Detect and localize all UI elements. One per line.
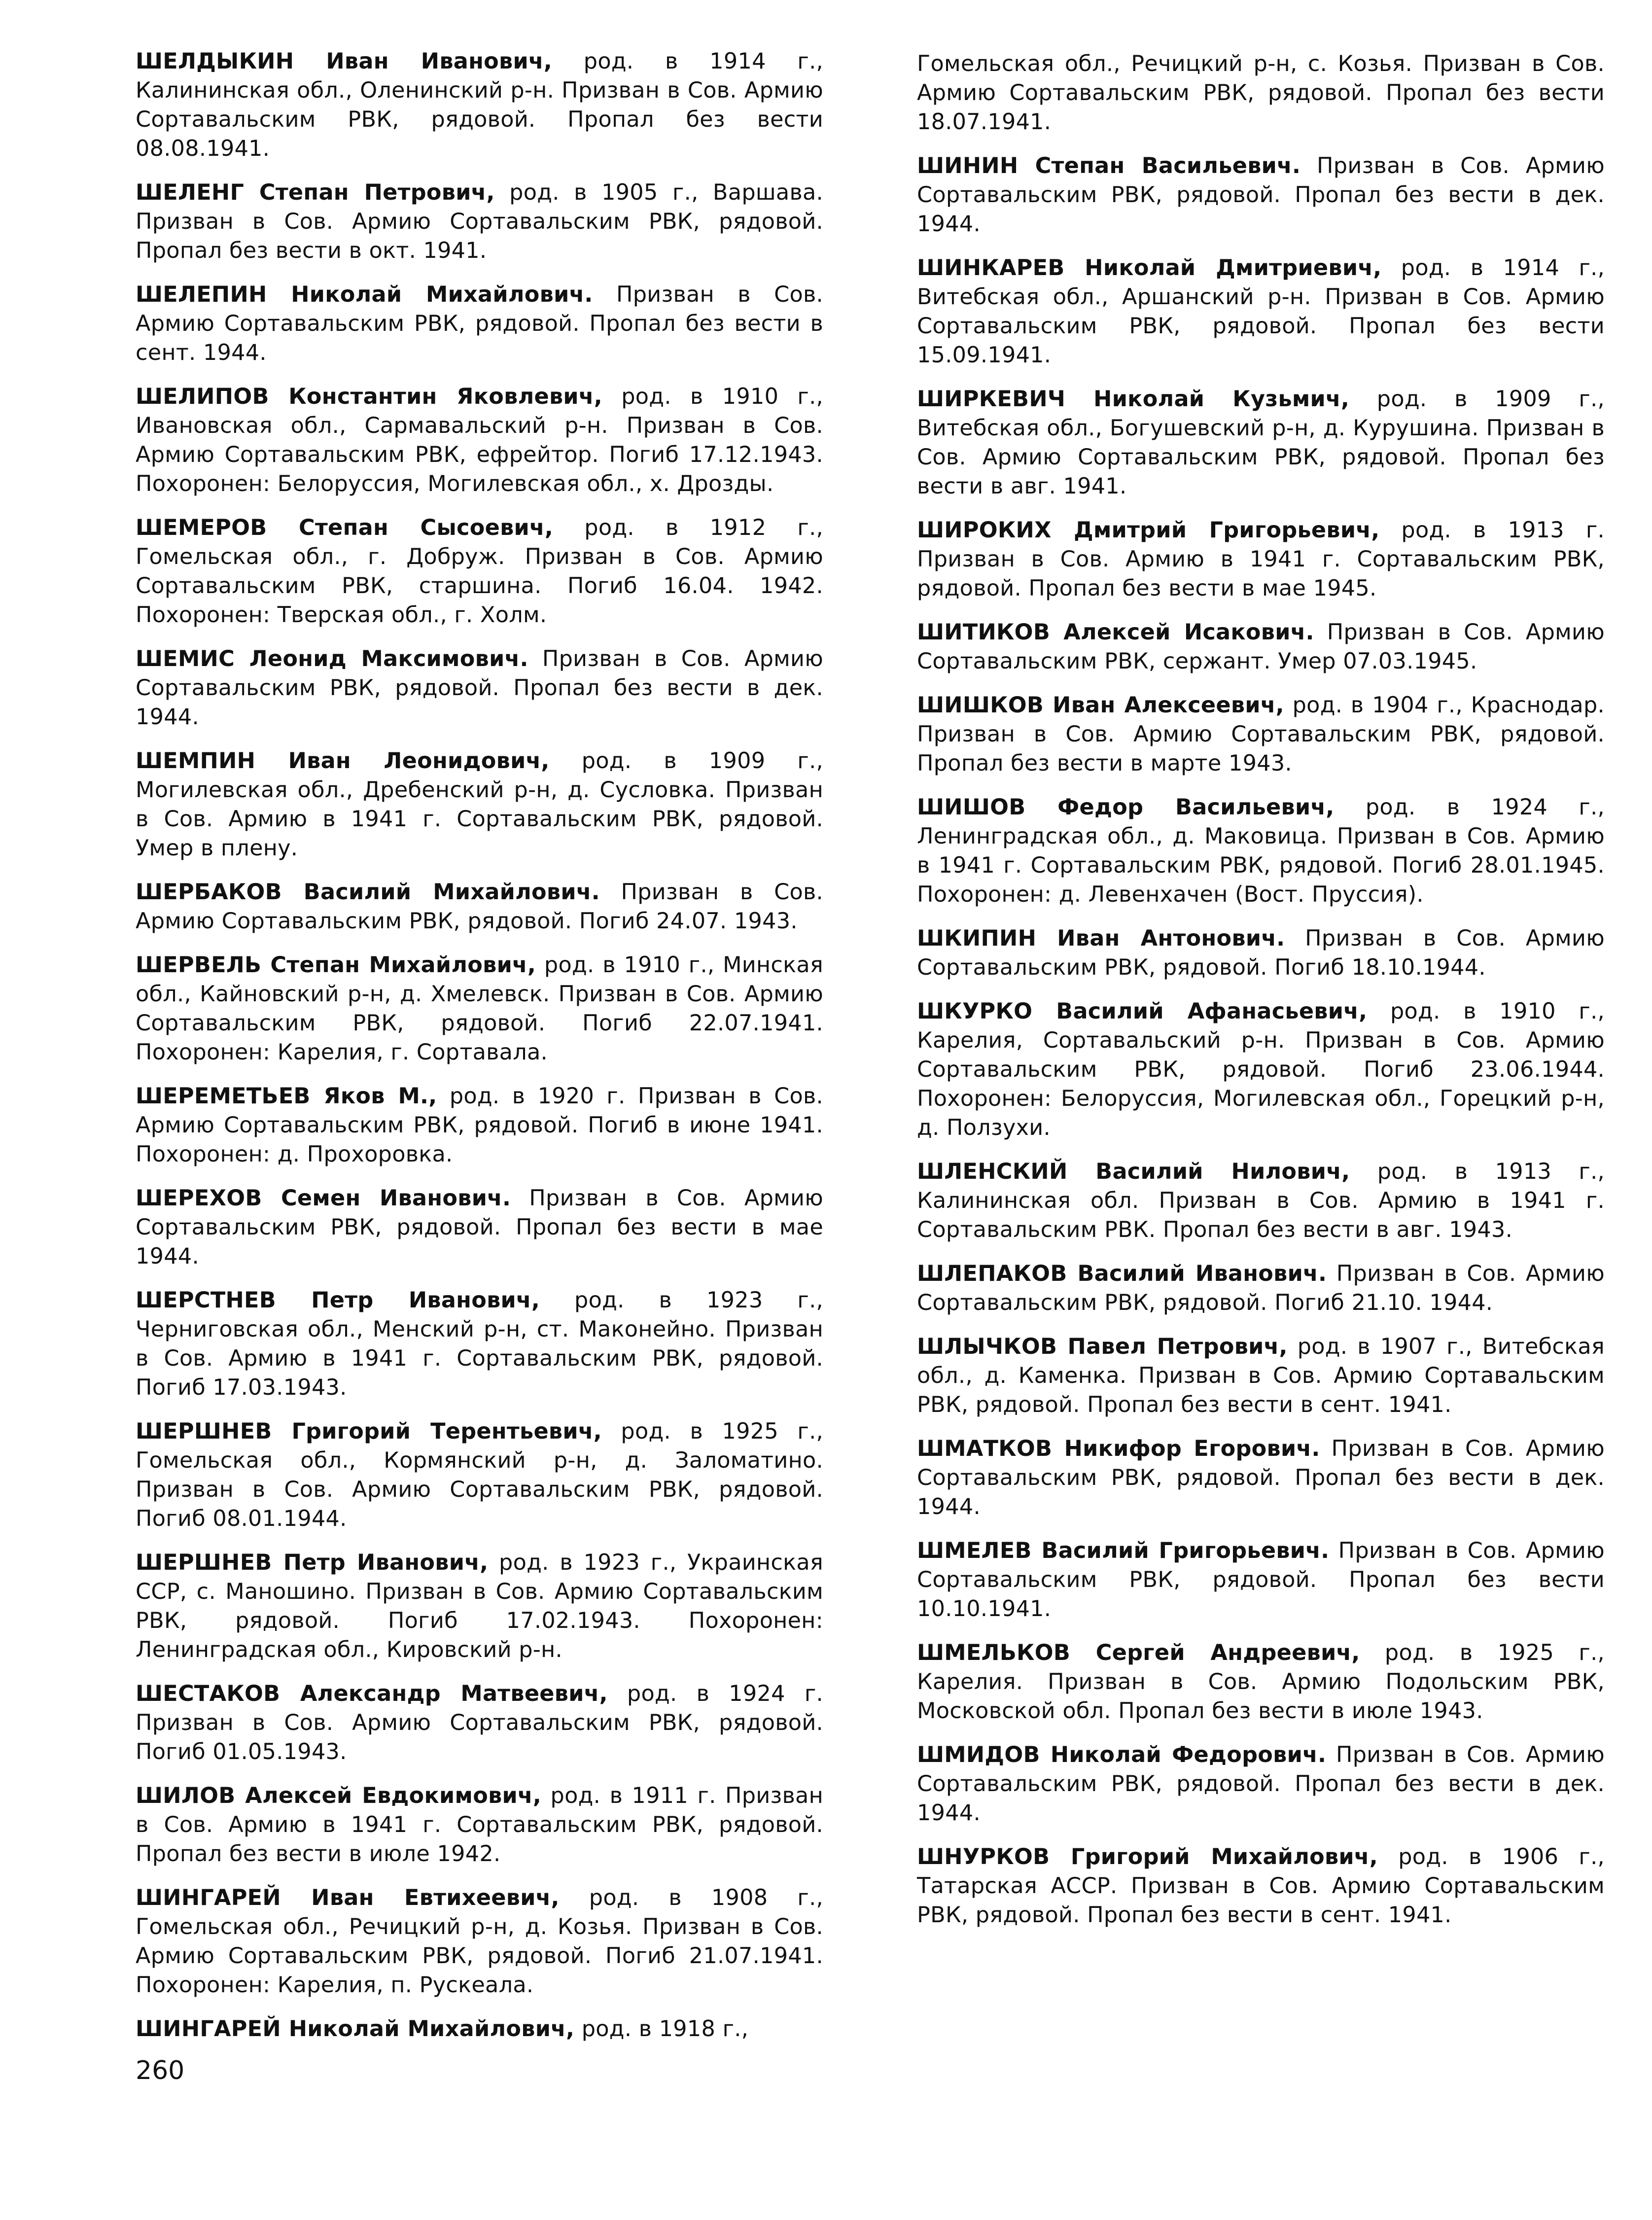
entry-name: ШМЕЛЬКОВ Сергей Андреевич, — [917, 1640, 1360, 1665]
entry — [136, 2014, 823, 2044]
entry — [136, 382, 823, 498]
entry — [917, 924, 1605, 982]
entry-name: ШКУРКО Василий Афанасьевич, — [917, 999, 1368, 1024]
entry — [136, 178, 823, 265]
entry-text: род. в 1912 г., Гомельская обл., г. Добруж. Призван в Сов. Армию Сортавальским РВК, старшина. Погиб 16.04. 1942. Похоронен: Тверская обл., г. Холм. — [136, 515, 823, 628]
entry — [917, 1157, 1605, 1244]
entry-text: род. в 1906 г., Татарская АССР. Призван в Сов. Армию Сортавальским РВК, рядовой. Пропал без вести в сент. 1941. — [917, 1844, 1605, 1928]
entry — [917, 49, 1605, 137]
entry-text: Призван в Сов. Армию Сортавальским РВК, рядовой. Погиб 21.10. 1944. — [917, 1261, 1605, 1315]
entry-text: род. в 1920 г. Призван в Сов. Армию Сортавальским РВК, рядовой. Погиб в июне 1941. Похоронен: д. Прохоровка. — [136, 1084, 823, 1167]
entry-name: ШЕМИС Леонид Максимович. — [136, 646, 528, 671]
entry-name: ШЛЕНСКИЙ Василий Нилович, — [917, 1159, 1350, 1184]
entry-name: ШЛЫЧКОВ Павел Петрович, — [917, 1334, 1288, 1359]
entry-name: ШИРКЕВИЧ Николай Кузьмич, — [917, 387, 1350, 412]
entry-name: ШЕРЕМЕТЬЕВ Яков М., — [136, 1084, 437, 1109]
entry — [136, 644, 823, 732]
entry — [917, 1638, 1605, 1726]
entry — [917, 691, 1605, 778]
entry-name: ШЕРБАКОВ Василий Михайлович. — [136, 880, 600, 905]
entry-text: род. в 1918 г., — [581, 2016, 749, 2042]
entry-text: род. в 1923 г., Черниговская обл., Менский р-н, ст. Маконейно. Призван в Сов. Армию в 1941 г. Сортавальским РВК, рядовой. Погиб 17.03.1943. — [136, 1288, 823, 1400]
entry — [917, 618, 1605, 676]
entry-text: род. в 1914 г., Витебская обл., Аршанский р-н. Призван в Сов. Армию Сортавальским РВК, рядовой. Пропал без вести 15.09.1941. — [917, 255, 1605, 368]
entry-text: Призван в Сов. Армию Сортавальским РВК, рядовой. Пропал без вести в дек. 1944. — [917, 1742, 1605, 1826]
left-column — [136, 47, 823, 2058]
entry-text: род. в 1910 г., Ивановская обл., Сармавальский р-н. Призван в Сов. Армию Сортавальским РВК, ефрейтор. Погиб 17.12.1943. Похоронен: Белоруссия, Могилевская обл., х. Дрозды. — [136, 384, 824, 496]
entry — [136, 47, 823, 163]
entry-text: Гомельская обл., Речицкий р-н, с. Козья. Призван в Сов. Армию Сортавальским РВК, рядовой. Пропал без вести 18.07.1941. — [917, 51, 1605, 135]
entry-name: ШЕМПИН Иван Леонидович, — [136, 748, 550, 774]
entry-name: ШКИПИН Иван Антонович. — [917, 926, 1285, 951]
entry-text: Призван в Сов. Армию Сортавальским РВК, рядовой. Пропал без вести 10.10.1941. — [917, 1538, 1605, 1621]
entry-name: ШМЕЛЕВ Василий Григорьевич. — [917, 1538, 1330, 1563]
entry-name: ШИНГАРЕЙ Николай Михайлович, — [136, 2016, 575, 2042]
entry-name: ШИШОВ Федор Васильевич, — [917, 795, 1335, 820]
entry-text: Призван в Сов. Армию Сортавальским РВК, рядовой. Пропал без вести в мае 1944. — [136, 1186, 823, 1269]
entry-name: ШЕСТАКОВ Александр Матвеевич, — [136, 1681, 608, 1706]
entry-name: ШИРОКИХ Дмитрий Григорьевич, — [917, 518, 1380, 543]
entry — [136, 1679, 823, 1766]
entry — [136, 1286, 823, 1402]
entry — [136, 878, 823, 936]
entry — [136, 746, 823, 863]
entry — [917, 253, 1605, 370]
entry — [917, 151, 1605, 239]
entry — [917, 1434, 1605, 1521]
entry-text: род. в 1910 г., Карелия, Сортавальский р-н. Призван в Сов. Армию Сортавальским РВК, рядовой. Погиб 23.06.1944. Похоронен: Белоруссия, Могилевская обл., Горецкий р-н, д. Ползухи. — [917, 999, 1605, 1140]
entry — [917, 1842, 1605, 1930]
entry-text: род. в 1925 г., Гомельская обл., Кормянский р-н, д. Заломатино. Призван в Сов. Армию Сортавальским РВК, рядовой. Погиб 08.01.1944. — [136, 1419, 823, 1531]
right-column — [917, 49, 1605, 1944]
entry — [136, 1781, 823, 1868]
entry-name: ШЛЕПАКОВ Василий Иванович. — [917, 1261, 1327, 1286]
entry-text: род. в 1924 г., Ленинградская обл., д. Маковица. Призван в Сов. Армию в 1941 г. Сортавальским РВК, рядовой. Погиб 28.01.1945. Похоронен: д. Левенхачен (Вост. Пруссия). — [917, 795, 1605, 907]
entry — [917, 997, 1605, 1142]
entry-name: ШЕЛЕНГ Степан Петрович, — [136, 180, 495, 205]
entry — [136, 1883, 823, 2000]
entry — [136, 513, 823, 630]
entry-name: ШЕЛЕПИН Николай Михайлович. — [136, 282, 593, 307]
entry-name: ШМАТКОВ Никифор Егорович. — [917, 1436, 1320, 1461]
entry-name: ШЕРЕХОВ Семен Иванович. — [136, 1186, 511, 1211]
entry-name: ШЕРШНЕВ Григорий Терентьевич, — [136, 1419, 602, 1444]
entry — [917, 385, 1605, 501]
entry-text: род. в 1907 г., Витебская обл., д. Каменка. Призван в Сов. Армию Сортавальским РВК, рядовой. Пропал без вести в сент. 1941. — [917, 1334, 1605, 1417]
entry-name: ШИШКОВ Иван Алексеевич, — [917, 693, 1284, 718]
entry-text: род. в 1910 г., Минская обл., Кайновский р-н, д. Хмелевск. Призван в Сов. Армию Сортавальским РВК, рядовой. Погиб 22.07.1941. Похоронен: Карелия, г. Сортавала. — [136, 952, 823, 1065]
entry-name: ШМИДОВ Николай Федорович. — [917, 1742, 1327, 1767]
entry — [917, 793, 1605, 909]
entry-text: Призван в Сов. Армию Сортавальским РВК, рядовой. Пропал без вести в дек. 1944. — [136, 646, 823, 730]
page-number: 260 — [136, 2056, 185, 2085]
entry-name: ШЕРВЕЛЬ Степан Михайлович, — [136, 952, 536, 978]
entry-text: род. в 1911 г. Призван в Сов. Армию в 1941 г. Сортавальским РВК, рядовой. Пропал без вести в июле 1942. — [136, 1783, 823, 1867]
entry-text: род. в 1914 г., Калининская обл., Оленинский р-н. Призван в Сов. Армию Сортавальским РВК, рядовой. Пропал без вести 08.08.1941. — [136, 49, 823, 161]
entry-name: ШЕРШНЕВ Петр Иванович, — [136, 1550, 489, 1575]
entry-text: род. в 1923 г., Украинская ССР, с. Маношино. Призван в Сов. Армию Сортавальским РВК, рядовой. Погиб 17.02.1943. Похоронен: Ленинградская обл., Кировский р-н. — [136, 1550, 823, 1662]
entry-name: ШИТИКОВ Алексей Исакович. — [917, 620, 1314, 645]
entry — [917, 516, 1605, 603]
entry-text: род. в 1913 г., Калининская обл. Призван в Сов. Армию в 1941 г. Сортавальским РВК. Пропал без вести в авг. 1943. — [917, 1159, 1605, 1242]
entry-text: Призван в Сов. Армию Сортавальским РВК, рядовой. Пропал без вести в дек. 1944. — [917, 153, 1605, 237]
entry-text: Призван в Сов. Армию Сортавальским РВК, рядовой. Погиб 24.07. 1943. — [136, 880, 823, 934]
entry-name: ШНУРКОВ Григорий Михайлович, — [917, 1844, 1378, 1869]
entry-name: ШЕЛИПОВ Константин Яковлевич, — [136, 384, 602, 409]
entry-name: ШЕРСТНЕВ Петр Иванович, — [136, 1288, 540, 1313]
entry-name: ШИЛОВ Алексей Евдокимович, — [136, 1783, 542, 1808]
entry — [917, 1536, 1605, 1623]
entry — [917, 1332, 1605, 1419]
entry-text: род. в 1925 г., Карелия. Призван в Сов. Армию Подольским РВК, Московской обл. Пропал без вести в июле 1943. — [917, 1640, 1605, 1724]
entry-text: Призван в Сов. Армию Сортавальским РВК, сержант. Умер 07.03.1945. — [917, 620, 1605, 674]
entry-text: род. в 1909 г., Могилевская обл., Дребенский р-н, д. Сусловка. Призван в Сов. Армию в 1941 г. Сортавальским РВК, рядовой. Умер в плену. — [136, 748, 823, 861]
entry — [136, 1548, 823, 1664]
entry-text: род. в 1913 г. Призван в Сов. Армию в 1941 г. Сортавальским РВК, рядовой. Пропал без вести в мае 1945. — [917, 518, 1605, 601]
entry-name: ШЕМЕРОВ Степан Сысоевич, — [136, 515, 554, 540]
entry-text: Призван в Сов. Армию Сортавальским РВК, рядовой. Пропал без вести в сент. 1944. — [136, 282, 823, 365]
entry-text: род. в 1924 г. Призван в Сов. Армию Сортавальским РВК, рядовой. Погиб 01.05.1943. — [136, 1681, 823, 1764]
entry — [917, 1259, 1605, 1317]
entry — [136, 1082, 823, 1169]
entry — [917, 1740, 1605, 1828]
entry-text: род. в 1905 г., Варшава. Призван в Сов. Армию Сортавальским РВК, рядовой. Пропал без вести в окт. 1941. — [136, 180, 823, 263]
entry-text: Призван в Сов. Армию Сортавальским РВК, рядовой. Пропал без вести в дек. 1944. — [917, 1436, 1605, 1519]
entry — [136, 280, 823, 367]
entry — [136, 951, 823, 1067]
entry-name: ШИНГАРЕЙ Иван Евтихеевич, — [136, 1885, 560, 1910]
entry — [136, 1417, 823, 1533]
entry-name: ШИНКАРЕВ Николай Дмитриевич, — [917, 255, 1382, 281]
entry-text: род. в 1904 г., Краснодар. Призван в Сов. Армию Сортавальским РВК, рядовой. Пропал без вести в марте 1943. — [917, 693, 1605, 776]
entry-name: ШЕЛДЫКИН Иван Иванович, — [136, 49, 553, 74]
entry-name: ШИНИН Степан Васильевич. — [917, 153, 1301, 178]
entry-text: род. в 1909 г., Витебская обл., Богушевский р-н, д. Курушина. Призван в Сов. Армию Сортавальским РВК, рядовой. Пропал без вести в авг. 1941. — [917, 387, 1605, 499]
entry-text: Призван в Сов. Армию Сортавальским РВК, рядовой. Погиб 18.10.1944. — [917, 926, 1605, 980]
entry-text: род. в 1908 г., Гомельская обл., Речицкий р-н, д. Козья. Призван в Сов. Армию Сортавальским РВК, рядовой. Погиб 21.07.1941. Похоронен: Карелия, п. Рускеала. — [136, 1885, 823, 1998]
entry — [136, 1184, 823, 1271]
